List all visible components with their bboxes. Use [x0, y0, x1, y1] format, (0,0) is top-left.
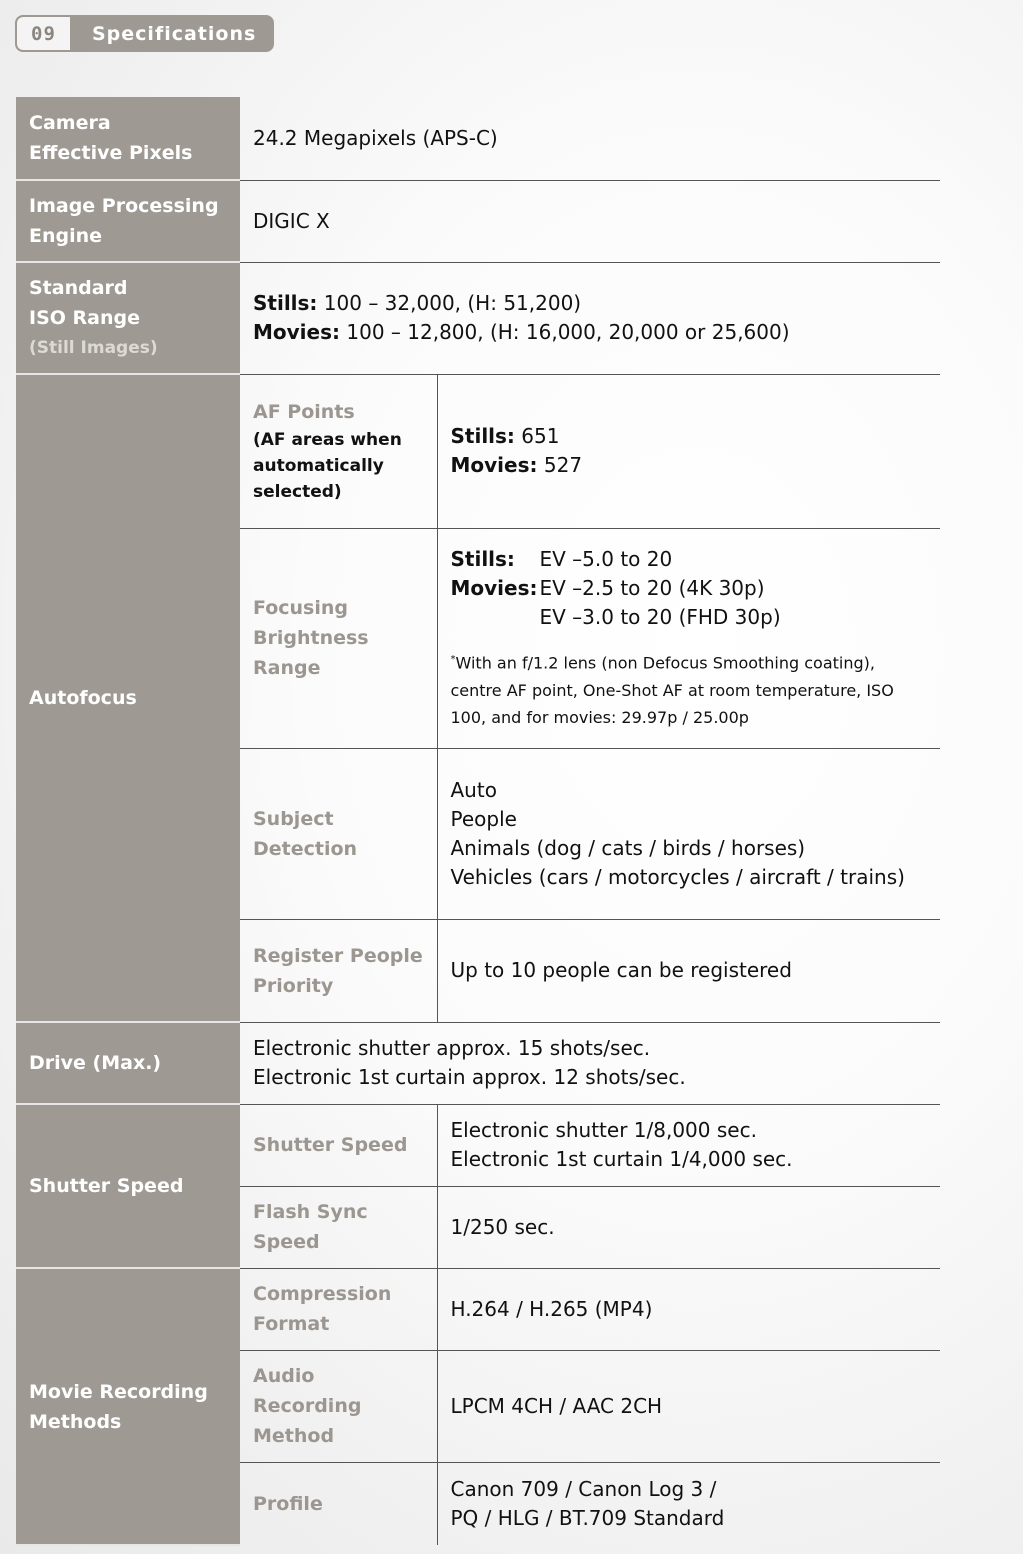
category-autofocus: Autofocus — [16, 374, 240, 1022]
value-drive: Electronic shutter approx. 15 shots/sec. Electronic 1st curtain approx. 12 shots/sec. — [240, 1022, 940, 1104]
subheading-subject-detection: Subject Detection — [240, 748, 437, 919]
category-drive: Drive (Max.) — [16, 1022, 240, 1104]
subheading-flash-sync: Flash Sync Speed — [240, 1186, 437, 1268]
category-shutter: Shutter Speed — [16, 1104, 240, 1268]
category-movie: Movie Recording Methods — [16, 1268, 240, 1545]
subheading-profile: Profile — [240, 1462, 437, 1545]
value-flash-sync: 1/250 sec. — [437, 1186, 940, 1268]
subheading-af-points: AF Points (AF areas when automatically selected) — [240, 374, 437, 528]
spec-row-drive — [16, 1022, 940, 1104]
section-number: 09 — [17, 17, 70, 50]
value-subject-detection: Auto People Animals (dog / cats / birds / horses) Vehicles (cars / motorcycles / aircraft / trains) — [437, 748, 940, 919]
subheading-compression: Compression Format — [240, 1268, 437, 1350]
subheading-audio: Audio Recording Method — [240, 1350, 437, 1462]
spec-row-effective-pixels — [16, 97, 940, 180]
value-profile: Canon 709 / Canon Log 3 / PQ / HLG / BT.709 Standard — [450, 1476, 725, 1530]
value-shutter-speed: Electronic shutter 1/8,000 sec. Electronic 1st curtain 1/4,000 sec. — [437, 1104, 940, 1186]
section-title: Specifications — [92, 22, 257, 45]
specifications-table — [16, 97, 940, 1546]
value-audio: LPCM 4CH / AAC 2CH — [437, 1350, 940, 1462]
section-header — [15, 15, 274, 52]
category-effective-pixels: Camera Effective Pixels — [16, 97, 240, 180]
category-iso: Standard ISO Range (Still Images) — [16, 262, 240, 374]
value-compression: H.264 / H.265 (MP4) — [437, 1268, 940, 1350]
value-effective-pixels: 24.2 Megapixels (APS-C) — [240, 97, 940, 180]
value-af-points: Stills: 651 Movies: 527 — [437, 374, 940, 528]
brightness-footnote: *With an f/1.2 lens (non Defocus Smoothing coating), centre AF point, One-Shot AF at room temperature, ISO 100, and for movies: 29.97p / 25.00p — [450, 653, 894, 727]
subheading-brightness-range: Focusing Brightness Range — [240, 528, 437, 748]
spec-row-af-points — [16, 374, 940, 528]
spec-row-shutter-speed — [16, 1104, 940, 1186]
af-points-note: (AF areas when automatically selected) — [253, 430, 402, 502]
spec-row-compression — [16, 1268, 940, 1350]
subheading-shutter-speed: Shutter Speed — [240, 1104, 437, 1186]
value-iso: Stills: 100 – 32,000, (H: 51,200) Movies: 100 – 12,800, (H: 16,000, 20,000 or 25,600) — [240, 262, 940, 374]
category-iso-note: (Still Images) — [29, 338, 158, 358]
spec-row-iso — [16, 262, 940, 374]
value-brightness-range: Stills: EV –5.0 to 20 Movies:EV –2.5 to 20 (4K 30p) EV –3.0 to 20 (FHD 30p) *With an f/1.2 lens (non Defocus Smoothing coating), centre AF point, One-Shot AF at room temperature, ISO 100, and for movies: 29.97p / 25.00p — [437, 528, 940, 748]
value-register-priority: Up to 10 people can be registered — [437, 919, 940, 1022]
category-processor: Image Processing Engine — [16, 180, 240, 262]
value-processor: DIGIC X — [240, 180, 940, 262]
subheading-register-priority: Register People Priority — [240, 919, 437, 1022]
spec-row-processor — [16, 180, 940, 262]
